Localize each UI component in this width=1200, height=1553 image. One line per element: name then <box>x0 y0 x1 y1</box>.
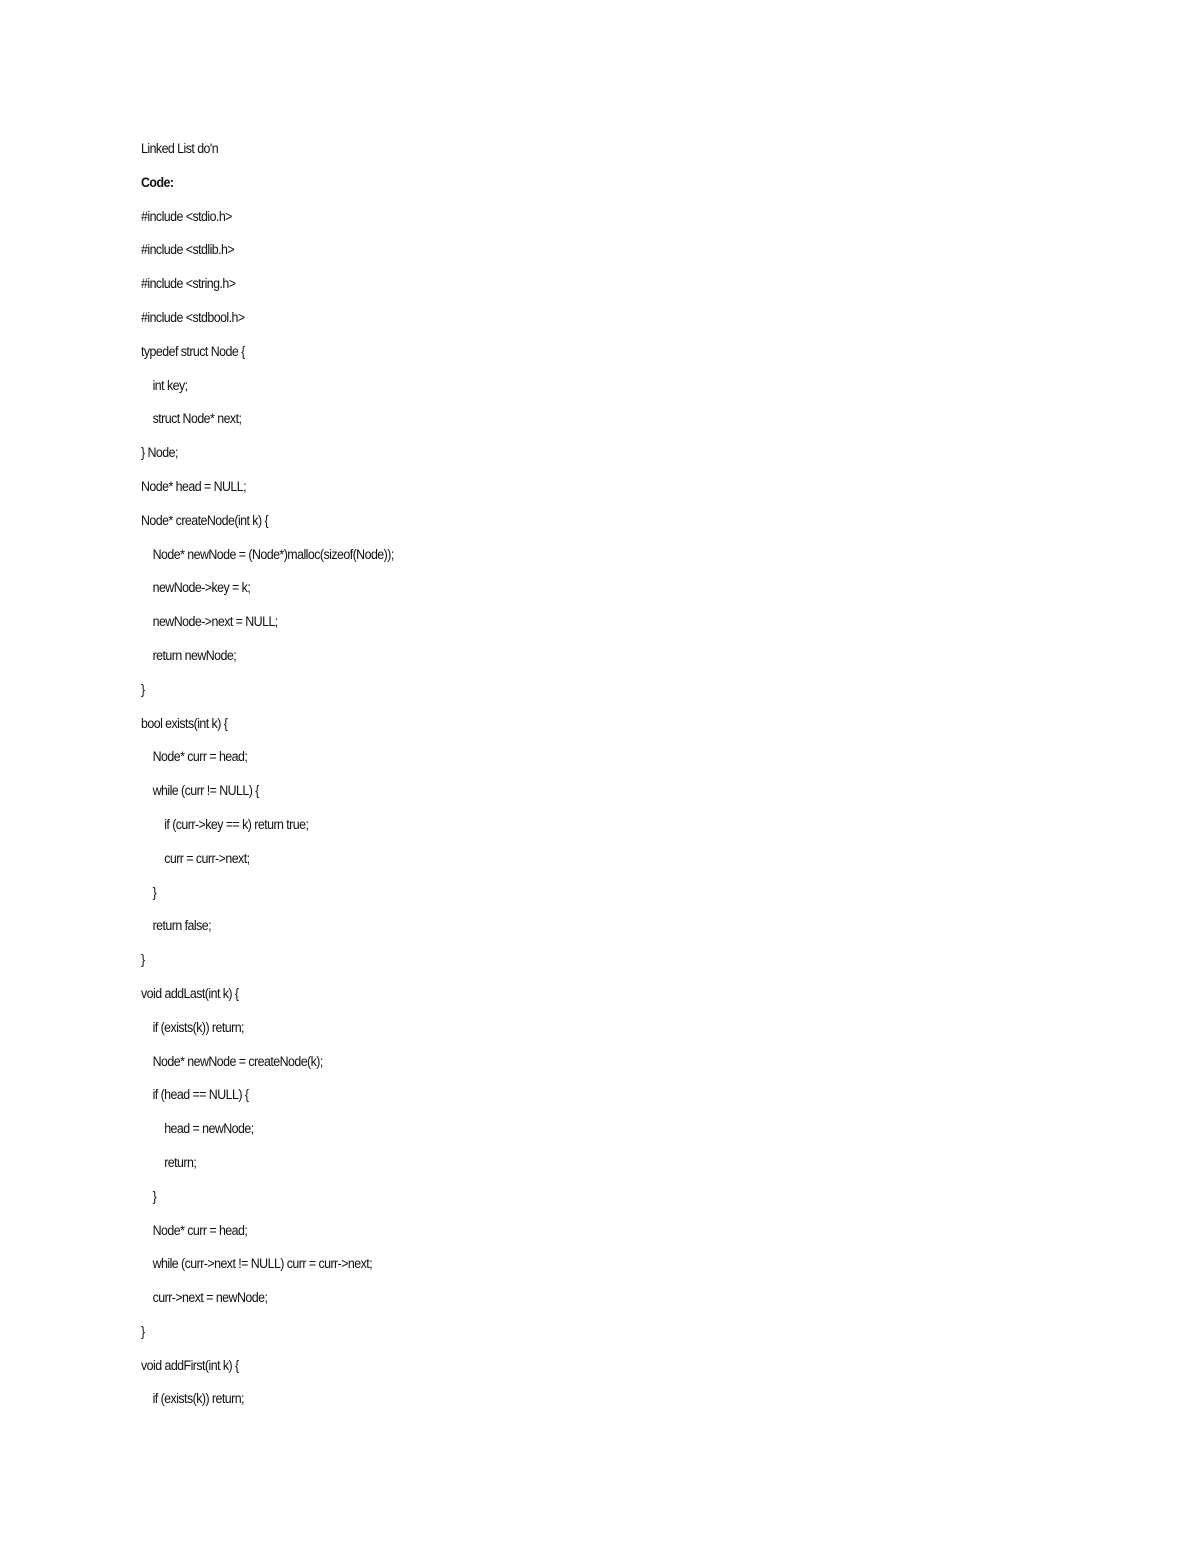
code-line: struct Node* next; <box>141 411 242 427</box>
code-line: } <box>141 1188 157 1204</box>
code-line: Node* createNode(int k) { <box>141 512 269 528</box>
code-line: #include <string.h> <box>141 276 236 292</box>
code-line: int key; <box>141 377 188 393</box>
code-line: while (curr != NULL) { <box>141 783 259 799</box>
code-line: return false; <box>141 918 212 934</box>
code-line: void addFirst(int k) { <box>141 1357 239 1373</box>
code-line: if (exists(k)) return; <box>141 1391 244 1407</box>
code-line: if (head == NULL) { <box>141 1087 249 1103</box>
document-body <box>141 140 1101 1424</box>
code-line: typedef struct Node { <box>141 343 245 359</box>
code-line: if (curr->key == k) return true; <box>141 816 309 832</box>
code-line: Node* head = NULL; <box>141 478 247 494</box>
code-line: void addLast(int k) { <box>141 985 239 1001</box>
code-line: while (curr->next != NULL) curr = curr->next; <box>141 1256 373 1272</box>
code-line: newNode->next = NULL; <box>141 614 278 630</box>
code-line: return; <box>141 1154 197 1170</box>
document-title: Linked List do'n <box>141 141 219 156</box>
section-label: Code: <box>141 174 174 190</box>
code-line: } <box>141 1323 145 1339</box>
code-line: } Node; <box>141 445 178 461</box>
code-line: newNode->key = k; <box>141 580 251 596</box>
code-line: #include <stdio.h> <box>141 208 232 224</box>
code-line: } <box>141 681 145 697</box>
code-line: curr->next = newNode; <box>141 1290 268 1306</box>
code-line: curr = curr->next; <box>141 850 250 866</box>
code-line: #include <stdbool.h> <box>141 309 245 325</box>
code-line: bool exists(int k) { <box>141 715 228 731</box>
code-line: return newNode; <box>141 647 237 663</box>
code-line: #include <stdlib.h> <box>141 242 235 258</box>
code-line: Node* curr = head; <box>141 749 248 765</box>
code-line: Node* newNode = (Node*)malloc(sizeof(Node)); <box>141 546 394 562</box>
code-line: if (exists(k)) return; <box>141 1019 244 1035</box>
code-line: Node* curr = head; <box>141 1222 248 1238</box>
code-line: } <box>141 952 145 968</box>
code-line: Node* newNode = createNode(k); <box>141 1053 323 1069</box>
code-line: } <box>141 884 157 900</box>
code-line: head = newNode; <box>141 1121 254 1137</box>
